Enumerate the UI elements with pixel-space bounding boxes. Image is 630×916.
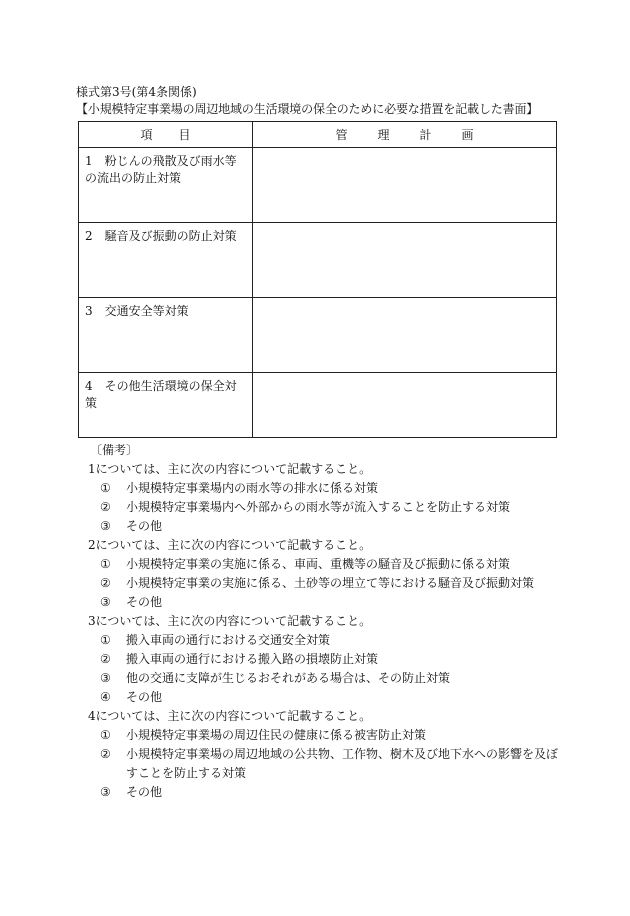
remarks-item [100,745,558,783]
header-plan [253,122,557,148]
plan-text [253,148,556,153]
header-item-label: 項目 [140,128,217,142]
remarks-item [100,688,558,707]
item-label: 4 その他生活環境の保全対策 [85,379,237,410]
item-mark: ② [100,500,111,514]
item-cell [79,223,253,298]
header-plan-label: 管理計画 [335,128,504,142]
item-mark: ② [100,576,111,590]
item-mark: ④ [100,690,111,704]
item-mark: ③ [100,595,111,609]
item-text: その他 [126,595,163,609]
item-mark: ① [100,481,111,495]
item-mark: ② [100,652,111,666]
table-header-row [79,122,557,148]
item-label: 3 交通安全等対策 [85,304,189,318]
remarks-lead: 3については、主に次の内容について記載すること。 [88,614,372,628]
item-text: 小規模特定事業場の周辺住民の健康に係る被害防止対策 [126,728,427,742]
remarks-item [100,669,558,688]
plan-cell[interactable] [253,148,557,223]
item-cell [79,298,253,373]
item-text: その他 [126,519,163,533]
remarks-item [100,593,558,612]
remarks-item [100,574,558,593]
item-mark: ① [100,557,111,571]
remarks-lead: 4については、主に次の内容について記載すること。 [88,709,372,723]
remarks-group-2 [88,536,558,612]
item-cell [79,373,253,438]
form-number: 様式第3号(第4条関係) [76,85,197,99]
plan-text [253,373,556,378]
plan-cell[interactable] [253,373,557,438]
item-text: 小規模特定事業場内へ外部からの雨水等が流入することを防止する対策 [126,500,511,514]
remarks-item [100,631,558,650]
item-text: 搬入車両の通行における搬入路の損壊防止対策 [126,652,379,666]
management-plan-table [78,121,557,438]
item-text: 小規模特定事業の実施に係る、土砂等の埋立て等における騒音及び振動対策 [126,576,535,590]
document-title: 【小規模特定事業場の周辺地域の生活環境の保全のために必要な措置を記載した書面】 [76,102,539,116]
item-text: その他 [126,785,163,799]
item-text: 小規模特定事業の実施に係る、車両、重機等の騒音及び振動に係る対策 [126,557,511,571]
remarks-item [100,517,558,536]
table-row [79,373,557,438]
item-mark: ③ [100,671,111,685]
item-mark: ③ [100,519,111,533]
remarks-group-1 [88,460,558,536]
remarks-item [100,555,558,574]
item-label: 2 騒音及び振動の防止対策 [85,229,237,243]
item-mark: ① [100,728,111,742]
table-row [79,223,557,298]
item-cell [79,148,253,223]
item-label: 1 粉じんの飛散及び雨水等の流出の防止対策 [85,154,237,185]
remarks-item [100,783,558,802]
remarks-item [100,479,558,498]
table-row [79,148,557,223]
remarks-lead: 2については、主に次の内容について記載すること。 [88,538,372,552]
remarks-group-3 [88,612,558,707]
plan-text [253,223,556,228]
remarks-section [88,441,558,802]
header-item [79,122,253,148]
remarks-lead: 1については、主に次の内容について記載すること。 [88,462,372,476]
table-row [79,298,557,373]
item-mark: ③ [100,785,111,799]
item-text: 小規模特定事業場内の雨水等の排水に係る対策 [126,481,379,495]
remarks-item [100,650,558,669]
plan-cell[interactable] [253,298,557,373]
remarks-item [100,498,558,517]
item-text: 他の交通に支障が生じるおそれがある場合は、その防止対策 [126,671,451,685]
remarks-item [100,726,558,745]
item-mark: ② [100,747,111,761]
item-mark: ① [100,633,111,647]
item-text: 搬入車両の通行における交通安全対策 [126,633,331,647]
remarks-group-4 [88,707,558,802]
item-text: その他 [126,690,163,704]
plan-text [253,298,556,303]
item-text: 小規模特定事業場の周辺地域の公共物、工作物、樹木及び地下水への影響を及ぼすことを防止する対策 [126,747,559,780]
remarks-heading: 〔備考〕 [90,443,139,457]
plan-cell[interactable] [253,223,557,298]
